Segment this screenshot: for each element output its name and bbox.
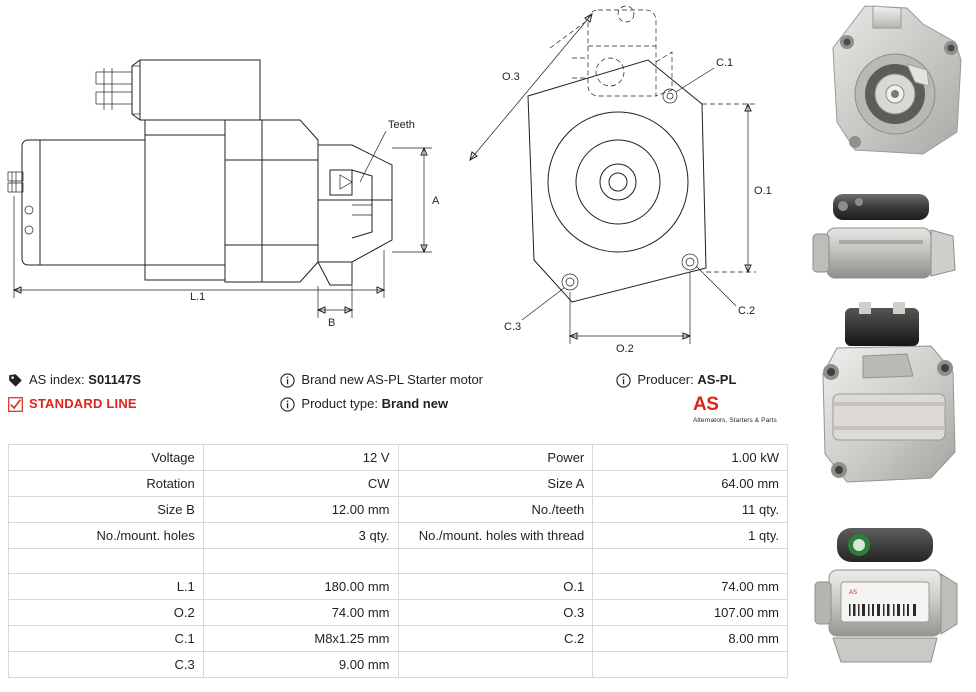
table-row: [9, 574, 788, 600]
label-b: B: [328, 317, 336, 329]
table-row: [9, 652, 788, 678]
specification-table: [8, 444, 788, 678]
spec-value: [593, 652, 788, 678]
product-type-cell: [280, 396, 616, 411]
drawing-front-view: [450, 0, 800, 366]
spec-value: 12.00 mm: [203, 497, 398, 523]
as-pl-logo-text: AS: [693, 394, 719, 415]
spec-key: L.1: [9, 574, 204, 600]
spec-key: C.1: [9, 626, 204, 652]
spec-key: No./teeth: [398, 497, 593, 523]
svg-text:AS: AS: [849, 590, 858, 596]
spec-key: [398, 549, 593, 574]
product-type-label: Product type:: [301, 396, 379, 411]
spec-key: Size A: [398, 471, 593, 497]
spec-value: 1 qty.: [593, 523, 788, 549]
spec-key: No./mount. holes with thread: [398, 523, 593, 549]
spec-value: [593, 549, 788, 574]
spec-key: C.2: [398, 626, 593, 652]
label-c1: C.1: [716, 57, 734, 69]
as-index-label: AS index:: [29, 372, 85, 387]
spec-key: O.1: [398, 574, 593, 600]
spec-value: 8.00 mm: [593, 626, 788, 652]
spec-value: 107.00 mm: [593, 600, 788, 626]
spec-key: O.3: [398, 600, 593, 626]
producer-value: AS-PL: [697, 372, 737, 387]
spec-value: M8x1.25 mm: [203, 626, 398, 652]
label-c3: C.3: [504, 321, 522, 333]
as-pl-logo-tagline: Alternators, Starters & Parts: [693, 417, 777, 424]
drawing-side-view: [0, 0, 450, 366]
spec-value: 74.00 mm: [203, 600, 398, 626]
tag-icon: [8, 373, 23, 388]
label-teeth: Teeth: [388, 119, 415, 131]
table-row: [9, 471, 788, 497]
as-index-cell: [8, 372, 280, 387]
spec-value: [203, 549, 398, 574]
label-a: A: [432, 195, 440, 207]
spec-value: 11 qty.: [593, 497, 788, 523]
technical-drawings: [0, 0, 800, 366]
label-o2: O.2: [616, 343, 634, 355]
description-cell: [280, 372, 616, 387]
spec-key: O.2: [9, 600, 204, 626]
spec-value: 180.00 mm: [203, 574, 398, 600]
producer-cell: [616, 372, 798, 387]
table-row: [9, 523, 788, 549]
label-c2: C.2: [738, 305, 756, 317]
table-row: [9, 600, 788, 626]
as-index-value: S01147S: [88, 372, 142, 387]
table-row: [9, 626, 788, 652]
starter-photo-side-grey[interactable]: [803, 182, 973, 300]
label-o1: O.1: [754, 185, 772, 197]
table-row-spacer: [9, 549, 788, 574]
standard-line-cell: [8, 396, 280, 411]
spec-key: [9, 549, 204, 574]
producer-label: Producer:: [637, 372, 694, 387]
spec-key: Voltage: [9, 445, 204, 471]
starter-photo-front-angle[interactable]: [803, 2, 973, 180]
spec-value: 74.00 mm: [593, 574, 788, 600]
spec-key: C.3: [9, 652, 204, 678]
info-icon: [280, 373, 295, 388]
spec-value: 12 V: [203, 445, 398, 471]
product-description: Brand new AS-PL Starter motor: [301, 372, 484, 387]
product-type-value: Brand new: [381, 396, 449, 411]
checkbox-checked-icon: [8, 397, 23, 412]
spec-value: CW: [203, 471, 398, 497]
spec-key: No./mount. holes: [9, 523, 204, 549]
spec-value: 9.00 mm: [203, 652, 398, 678]
spec-value: 1.00 kW: [593, 445, 788, 471]
label-o3: O.3: [502, 71, 520, 83]
standard-line-label: STANDARD LINE: [29, 396, 137, 411]
spec-value: 3 qty.: [203, 523, 398, 549]
starter-photo-label-side[interactable]: [803, 512, 973, 688]
as-pl-logo: [693, 394, 798, 424]
spec-key: Rotation: [9, 471, 204, 497]
info-icon: [616, 373, 631, 388]
info-row-2: [8, 396, 798, 411]
table-row: [9, 497, 788, 523]
spec-key: Size B: [9, 497, 204, 523]
info-row-1: [8, 372, 798, 387]
label-l1: L.1: [190, 291, 206, 303]
info-icon: [280, 397, 295, 412]
product-photo-column: [800, 0, 976, 692]
spec-key: Power: [398, 445, 593, 471]
starter-photo-rear-solenoid[interactable]: [803, 302, 973, 510]
product-info-strip: [8, 372, 798, 434]
spec-key: [398, 652, 593, 678]
spec-value: 64.00 mm: [593, 471, 788, 497]
table-row: [9, 445, 788, 471]
